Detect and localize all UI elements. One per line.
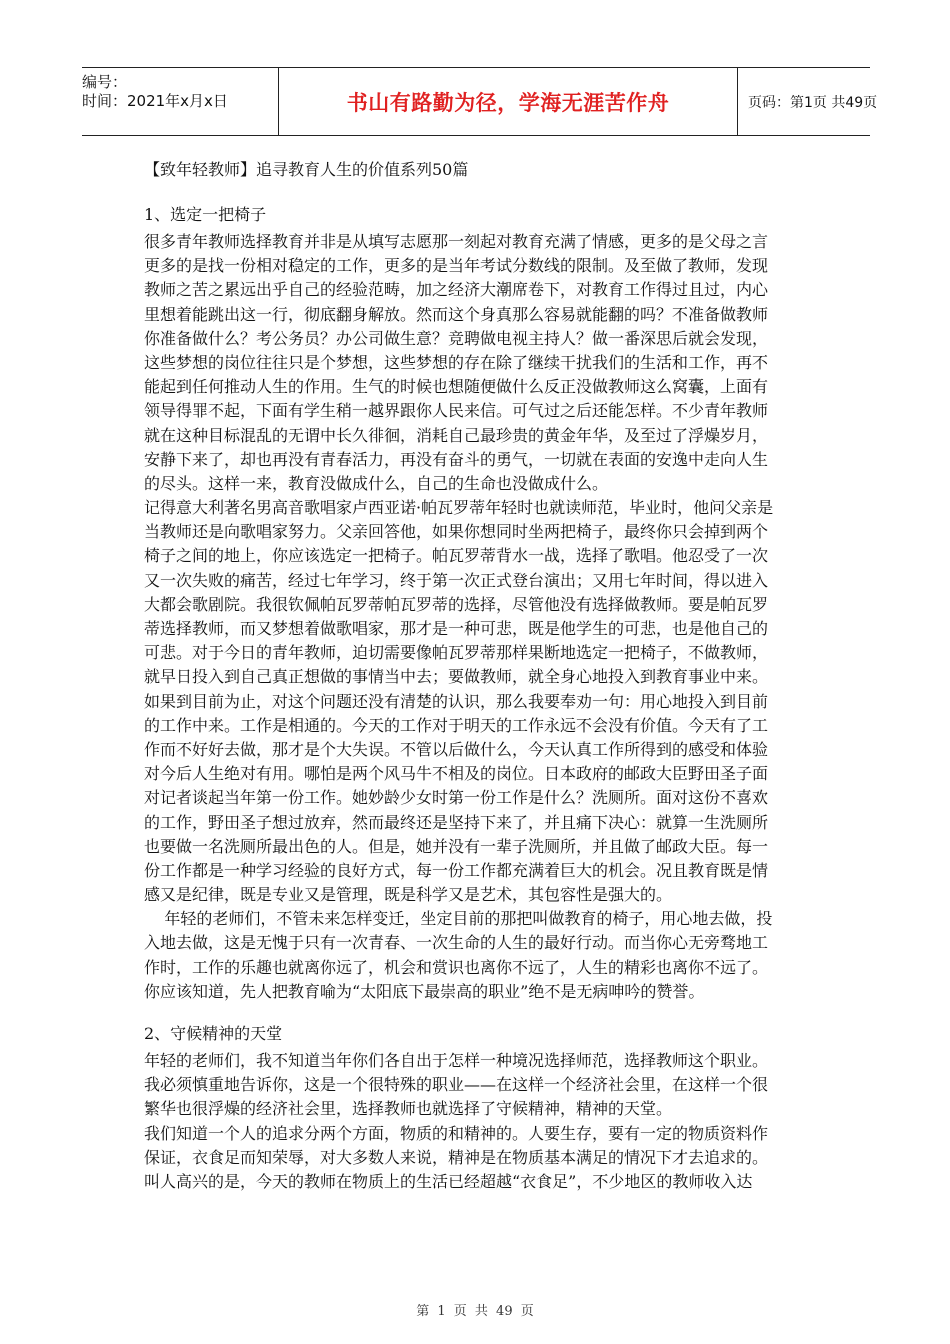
text-line: 大都会歌剧院。我很钦佩帕瓦罗蒂帕瓦罗蒂的选择，尽管他没有选择做教师。要是帕瓦罗 — [144, 594, 769, 614]
text-line: 也要做一名洗厕所最出色的人。但是，她并没有一辈子洗厕所，并且做了邮政大臣。每一 — [144, 836, 769, 856]
text-line: 对今后人生绝对有用。哪怕是两个风马牛不相及的岗位。日本政府的邮政大臣野田圣子面 — [144, 764, 769, 784]
text-line: 教师之苦之累远出乎自己的经验范畴，加之经济大潮席卷下，对教育工作得过且过，内心 — [144, 280, 769, 300]
text-line: 我们知道一个人的追求分两个方面，物质的和精神的。人要生存，要有一定的物质资料作 — [144, 1123, 769, 1143]
text-line: 的工作中来。工作是相通的。今天的工作对于明天的工作永远不会没有价值。今天有了工 — [144, 715, 769, 735]
text-line: 你准备做什么？考公务员？办公司做生意？竞聘做电视主持人？做一番深思后就会发现， — [144, 328, 769, 348]
text-line: 很多青年教师选择教育并非是从填写志愿那一刻起对教育充满了情感，更多的是父母之言 — [144, 232, 769, 251]
section-2-heading: 2、守候精神的天堂 — [144, 1024, 283, 1043]
text-line: 如果到目前为止，对这个问题还没有清楚的认识，那么我要奉劝一句：用心地投入到目前 — [144, 691, 769, 711]
text-line: 你应该知道，先人把教育喻为“太阳底下最崇高的职业”绝不是无病呻吟的赞誉。 — [144, 981, 705, 1001]
page-footer: 第 1 页 共 49 页 — [416, 1304, 534, 1319]
document-date-label: 时间：2021年x月x日 — [82, 92, 228, 110]
header-table — [82, 67, 878, 136]
text-line: 年轻的老师们，不管未来怎样变迁，坐定目前的那把叫做教育的椅子，用心地去做，投 — [144, 909, 773, 929]
text-line: 对记者谈起当年第一份工作。她妙龄少女时第一份工作是什么？洗厕所。面对这份不喜欢 — [144, 788, 769, 808]
text-line: 叫人高兴的是，今天的教师在物质上的生活已经超越“衣食足”，不少地区的教师收入达 — [144, 1171, 753, 1191]
text-line: 这些梦想的岗位往往只是个梦想，这些梦想的存在除了继续干扰我们的生活和工作，再不 — [144, 352, 769, 372]
text-line: 可悲。对于今日的青年教师，迫切需要像帕瓦罗蒂那样果断地选定一把椅子，不做教师， — [144, 643, 769, 663]
text-line: 又一次失败的痛苦，经过七年学习，终于第一次正式登台演出；又用七年时间，得以进入 — [144, 570, 769, 590]
text-line: 繁华也很浮燥的经济社会里，选择教师也就选择了守候精神，精神的天堂。 — [144, 1099, 673, 1119]
text-line: 能起到任何推动人生的作用。生气的时候也想随便做什么反正没做教师这么窝囊，上面有 — [144, 377, 769, 397]
text-line: 就在这种目标混乱的无谓中长久徘徊，消耗自己最珍贵的黄金年华，及至过了浮燥岁月， — [144, 425, 769, 445]
document-title: 【致年轻教师】追寻教育人生的价值系列50篇 — [144, 160, 469, 179]
section-1-paragraphs — [144, 230, 810, 1004]
header-motto-cell — [279, 68, 738, 135]
text-line: 作时，工作的乐趣也就离你远了，机会和赏识也离你不远了，人生的精彩也离你不远了。 — [144, 957, 769, 977]
document-number-label: 编号： — [82, 73, 128, 91]
text-line: 份工作都是一种学习经验的良好方式，每一份工作都充满着巨大的机会。况且教育既是情 — [144, 860, 769, 880]
text-line: 的工作，野田圣子想过放弃，然而最终还是坚持下来了，并且痛下决心：就算一生洗厕所 — [144, 812, 769, 832]
text-line: 的尽头。这样一来，教育没做成什么，自己的生命也没做成什么。 — [144, 473, 609, 493]
document-body — [144, 155, 810, 1194]
header-page-info: 页码：第1页 共49页 — [748, 94, 878, 111]
text-line: 感又是纪律，既是专业又是管理，既是科学又是艺术，其包容性是强大的。 — [144, 885, 673, 905]
section-1-heading: 1、选定一把椅子 — [144, 205, 267, 224]
text-line: 就早日投入到自己真正想做的事情当中去；要做教师，就全身心地投入到教育事业中来。 — [144, 667, 769, 687]
text-line: 更多的是找一份相对稳定的工作，更多的是当年考试分数线的限制。及至做了教师，发现 — [144, 256, 769, 276]
text-line: 当教师还是向歌唱家努力。父亲回答他，如果你想同时坐两把椅子，最终你只会掉到两个 — [144, 522, 769, 542]
text-line: 椅子之间的地上，你应该选定一把椅子。帕瓦罗蒂背水一战，选择了歌唱。他忍受了一次 — [144, 546, 769, 566]
text-line: 保证，衣食足而知荣辱，对大多数人来说，精神是在物质基本满足的情况下才去追求的。 — [144, 1147, 769, 1167]
text-line: 作而不好好去做，那才是个大失误。不管以后做什么，今天认真工作所得到的感受和体验 — [144, 739, 769, 759]
header-motto: 书山有路勤为径，学海无涯苦作舟 — [346, 90, 670, 115]
text-line: 记得意大利著名男高音歌唱家卢西亚诺·帕瓦罗蒂年轻时也就读师范，毕业时，他问父亲是 — [144, 498, 774, 518]
text-line: 我必须慎重地告诉你，这是一个很特殊的职业——在这样一个经济社会里，在这样一个很 — [144, 1075, 769, 1095]
header-meta-cell — [82, 68, 279, 135]
text-line: 领导得罪不起，下面有学生稍一越界跟你人民来信。可气过之后还能怎样。不少青年教师 — [144, 401, 769, 421]
text-line: 蒂选择教师，而又梦想着做歌唱家，那才是一种可悲，既是他学生的可悲，也是他自己的 — [144, 619, 769, 638]
text-line: 入地去做，这是无愧于只有一次青春、一次生命的人生的最好行动。而当你心无旁骛地工 — [144, 933, 769, 953]
text-line: 年轻的老师们，我不知道当年你们各自出于怎样一种境况选择师范，选择教师这个职业。 — [144, 1051, 769, 1070]
text-line: 里想着能跳出这一行，彻底翻身解放。然而这个身真那么容易就能翻的吗？不准备做教师 — [144, 304, 769, 324]
section-2-paragraphs — [144, 1049, 810, 1194]
text-line: 安静下来了，却也再没有青春活力，再没有奋斗的勇气，一切就在表面的安逸中走向人生 — [144, 449, 769, 469]
header-page-cell — [738, 68, 878, 135]
